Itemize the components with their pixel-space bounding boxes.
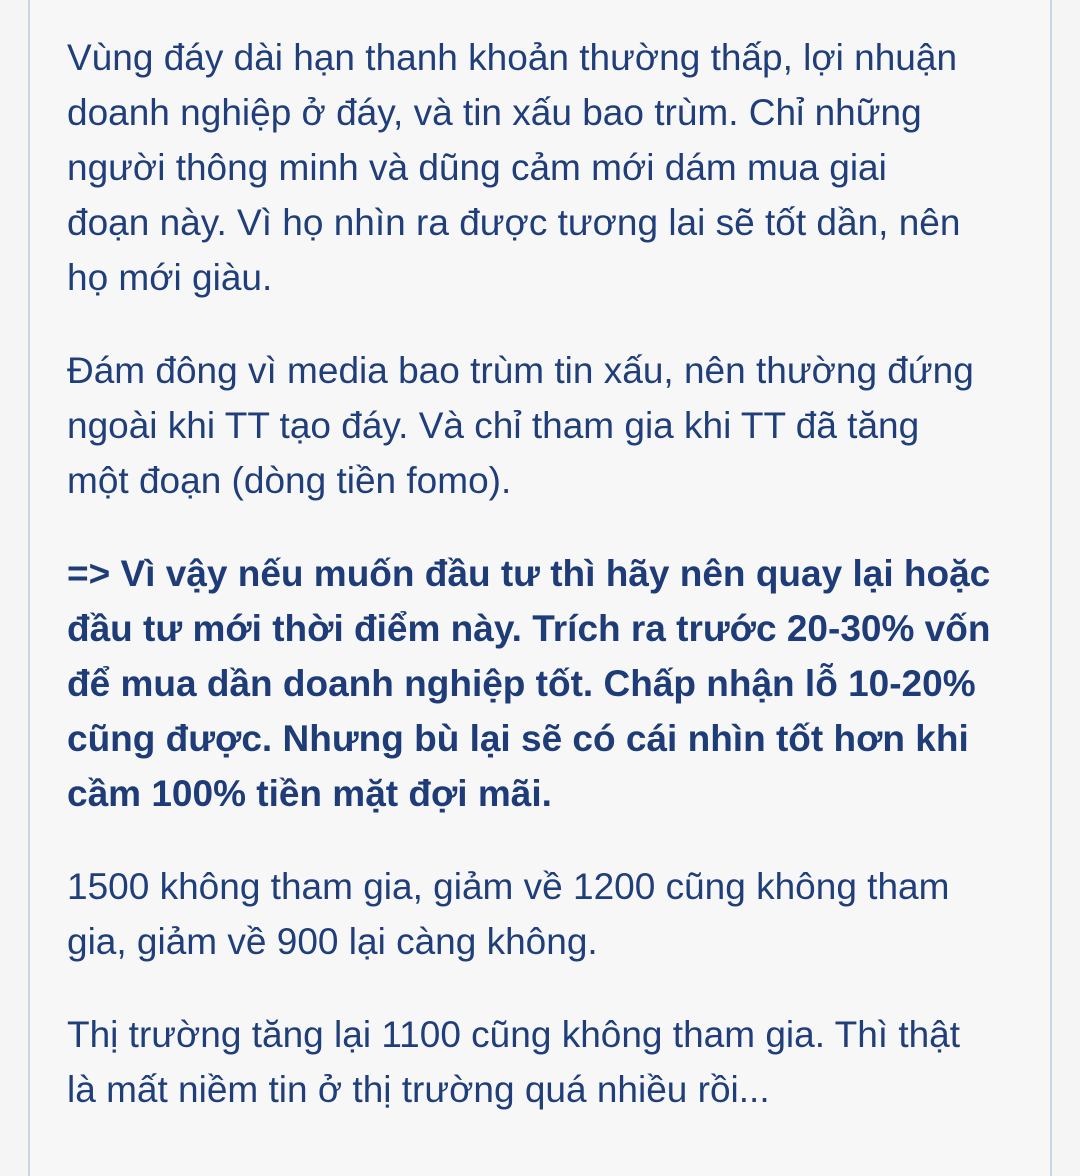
- post-paragraph-4: 1500 không tham gia, giảm về 1200 cũng không tham gia, giảm về 900 lại càng không.: [67, 866, 950, 962]
- post-card: [28, 0, 1052, 1176]
- post-paragraph-5: Thị trường tăng lại 1100 cũng không tham gia. Thì thật là mất niềm tin ở thị trường quá nhiều rồi...: [67, 1014, 961, 1110]
- post-paragraph-2: Đám đông vì media bao trùm tin xấu, nên thường đứng ngoài khi TT tạo đáy. Và chỉ tham gia khi TT đã tăng một đoạn (dòng tiền fomo).: [67, 350, 974, 501]
- post-paragraph-1: Vùng đáy dài hạn thanh khoản thường thấp, lợi nhuận doanh nghiệp ở đáy, và tin xấu bao trùm. Chỉ những người thông minh và dũng cảm mới dám mua giai đoạn này. Vì họ nhìn ra được tương lai sẽ tốt dần, nên họ mới giàu.: [67, 37, 961, 298]
- post-paragraph-3-highlight: => Vì vậy nếu muốn đầu tư thì hãy nên quay lại hoặc đầu tư mới thời điểm này. Trích ra trước 20-30% vốn để mua dần doanh nghiệp tốt. Chấp nhận lỗ 10-20% cũng được. Nhưng bù lại sẽ có cái nhìn tốt hơn khi cầm 100% tiền mặt đợi mãi.: [67, 553, 991, 814]
- post-body: [67, 30, 1047, 1155]
